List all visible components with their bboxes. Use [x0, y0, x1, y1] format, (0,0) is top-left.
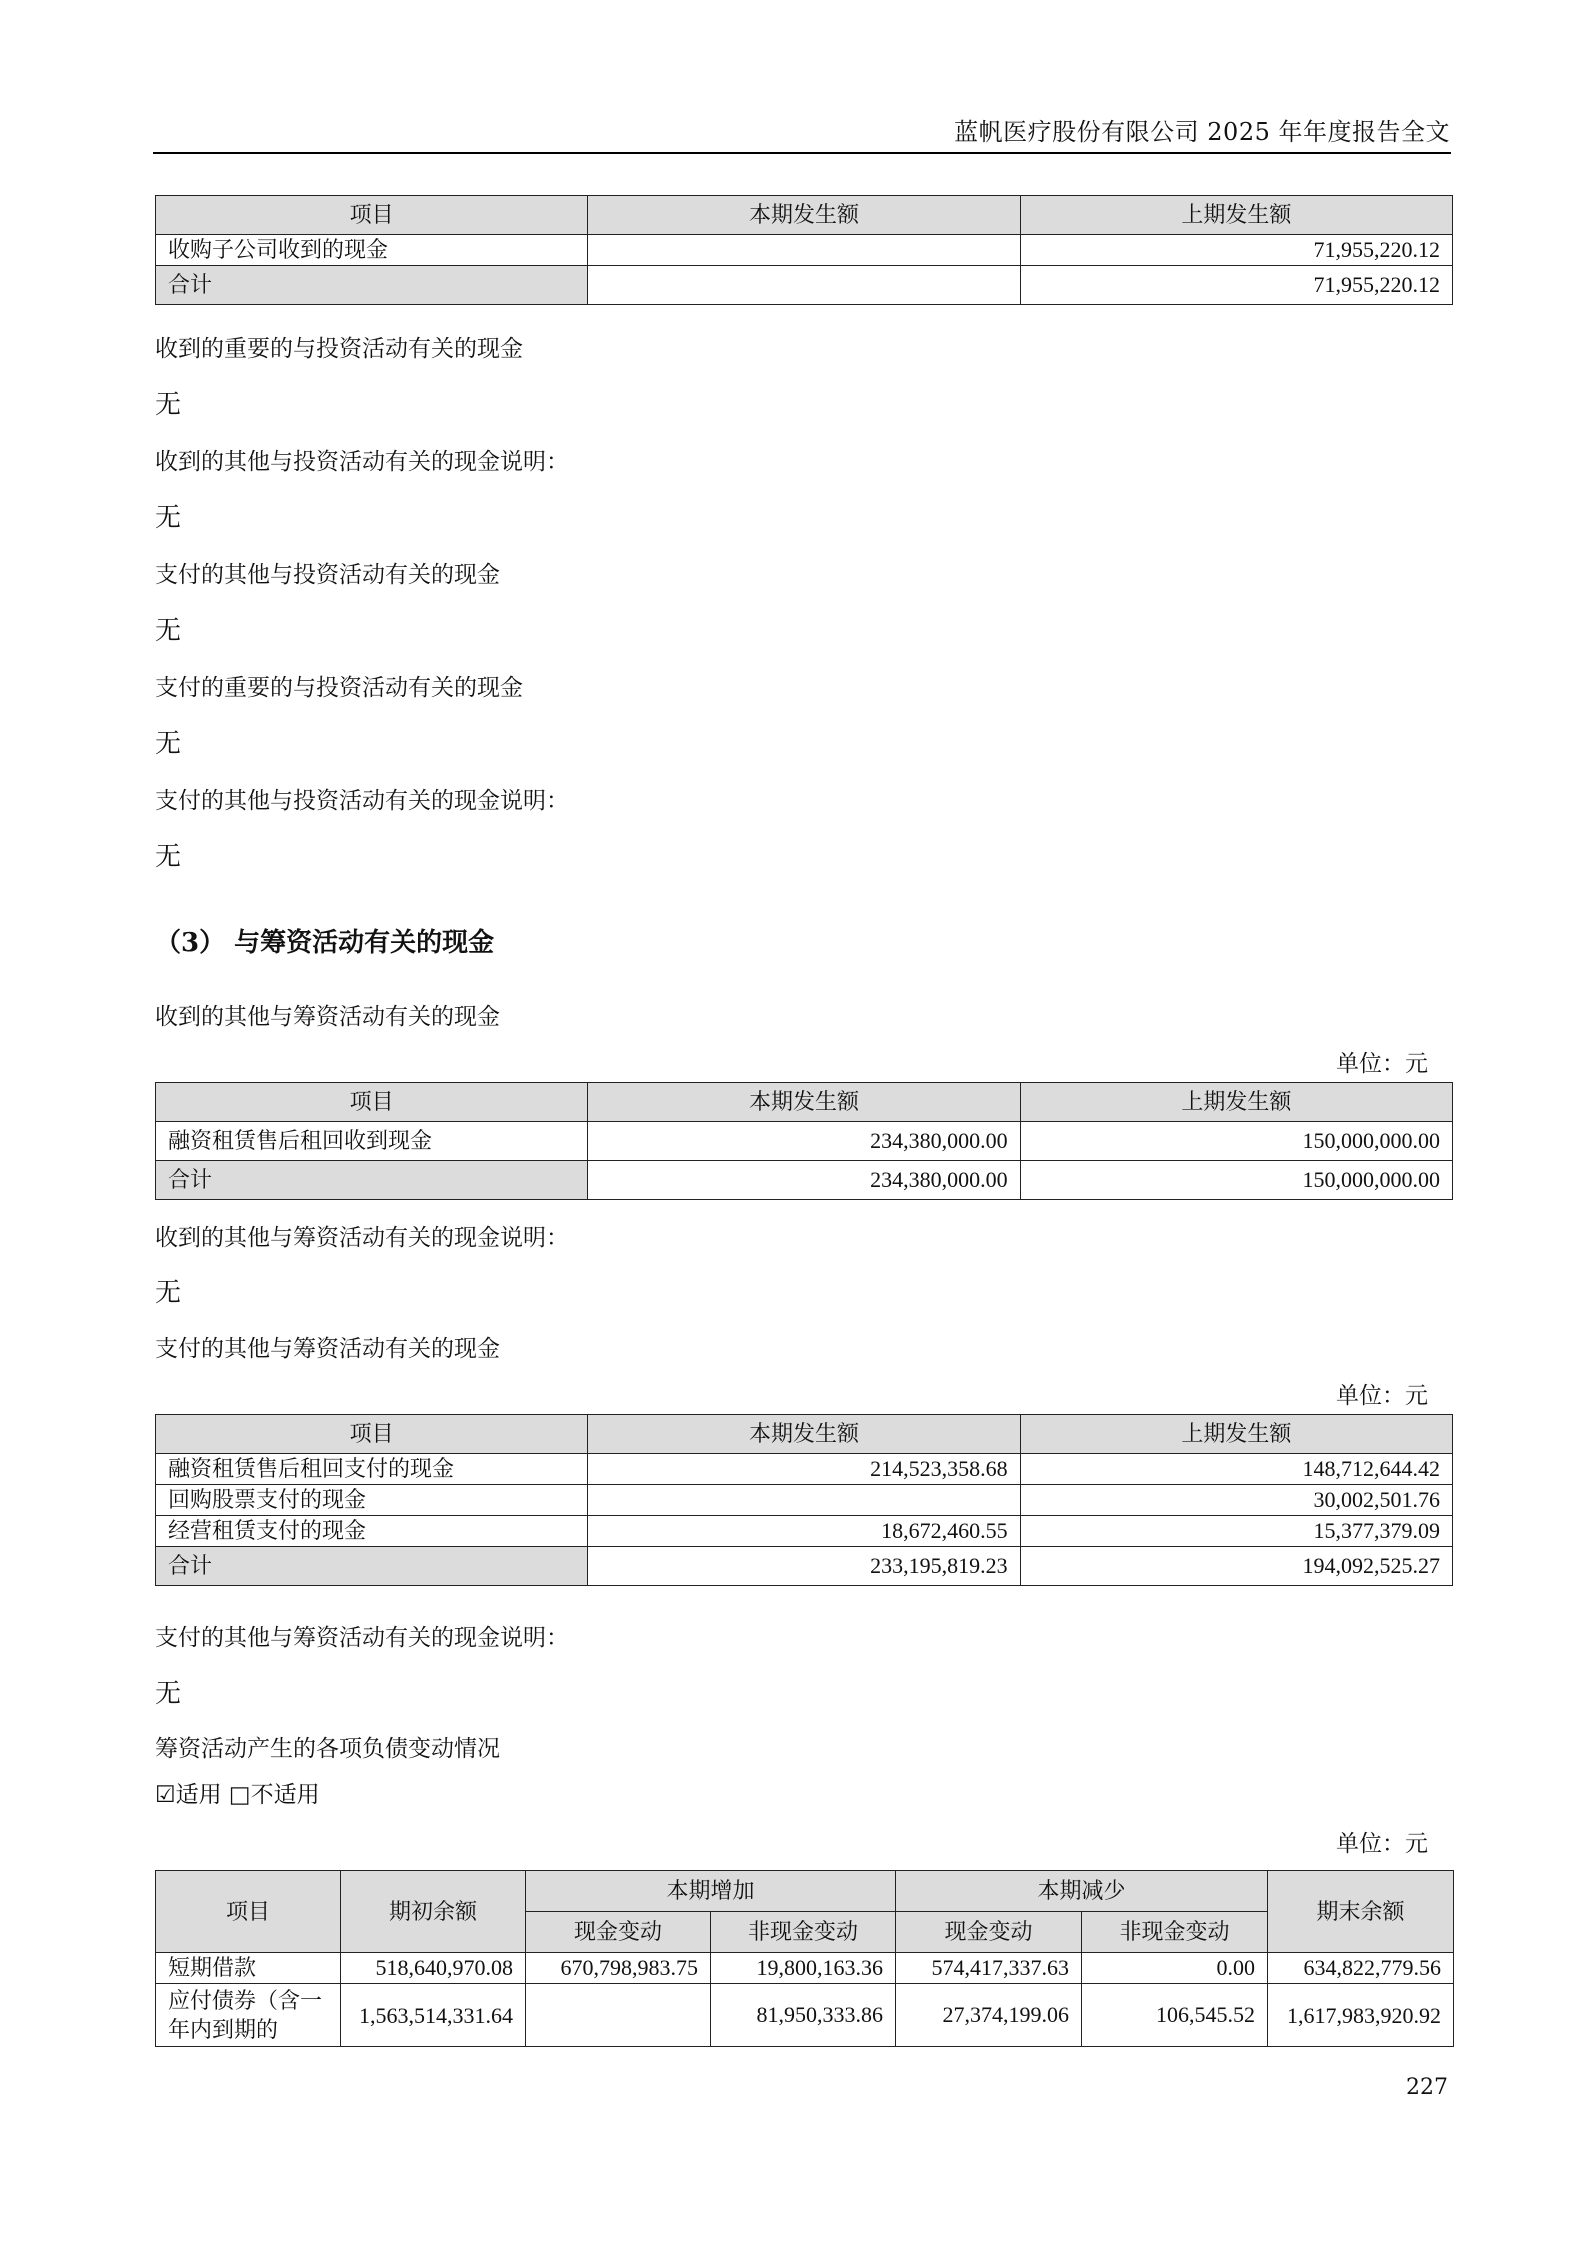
col-header-prior: 上期发生额: [1020, 196, 1452, 235]
unit-label: 单位：元: [1336, 1383, 1428, 1409]
row-item: 合计: [156, 266, 588, 305]
row-dec-noncash: 106,545.52: [1082, 1984, 1268, 2047]
paragraph: 筹资活动产生的各项负债变动情况: [155, 1736, 500, 1762]
col-header-prior: 上期发生额: [1020, 1415, 1452, 1454]
none-text: 无: [155, 1278, 182, 1308]
financing-paid-table: [155, 1414, 1453, 1586]
col-header-dec-noncash: 非现金变动: [1082, 1912, 1268, 1953]
paragraph: 支付的重要的与投资活动有关的现金: [155, 675, 523, 701]
row-prior: 71,955,220.12: [1020, 266, 1452, 305]
paragraph: 支付的其他与筹资活动有关的现金: [155, 1336, 500, 1362]
unit-label: 单位：元: [1336, 1051, 1428, 1077]
row-current: [588, 1485, 1020, 1516]
table-row: [156, 235, 1453, 266]
row-current: 234,380,000.00: [588, 1161, 1020, 1200]
row-opening: 1,563,514,331.64: [341, 1984, 526, 2047]
row-dec-cash: 27,374,199.06: [896, 1984, 1082, 2047]
row-prior: 15,377,379.09: [1020, 1516, 1452, 1547]
table-row: [156, 1984, 1454, 2047]
row-item: 合计: [156, 1547, 588, 1586]
header-divider: [153, 152, 1451, 154]
liability-change-table: [155, 1870, 1454, 2047]
financing-received-table: [155, 1082, 1453, 1200]
row-closing: 1,617,983,920.92: [1268, 1984, 1454, 2047]
row-prior: 30,002,501.76: [1020, 1485, 1452, 1516]
investing-cash-table: [155, 195, 1453, 305]
row-inc-cash: [526, 1984, 711, 2047]
none-text: 无: [155, 616, 182, 646]
table-header-row: [156, 1415, 1453, 1454]
row-item: 短期借款: [156, 1953, 341, 1984]
col-header-item: 项目: [156, 1415, 588, 1454]
table-total-row: [156, 266, 1453, 305]
liability-change-table-block: [155, 1870, 1453, 2047]
none-text: 无: [155, 729, 182, 759]
col-header-current: 本期发生额: [588, 1083, 1020, 1122]
row-prior: 71,955,220.12: [1020, 235, 1452, 266]
applicable-checkbox-line: ☑适用 □不适用: [155, 1782, 320, 1808]
table-row: [156, 1454, 1453, 1485]
table-total-row: [156, 1547, 1453, 1586]
row-prior: 148,712,644.42: [1020, 1454, 1452, 1485]
table-row: [156, 1953, 1454, 1984]
page-number: 227: [1406, 2075, 1448, 2100]
table-header-row: [156, 196, 1453, 235]
row-closing: 634,822,779.56: [1268, 1953, 1454, 1984]
financing-paid-table-block: [155, 1414, 1453, 1586]
table-header-row: [156, 1083, 1453, 1122]
row-prior: 194,092,525.27: [1020, 1547, 1452, 1586]
none-text: 无: [155, 842, 182, 872]
col-header-inc-cash: 现金变动: [526, 1912, 711, 1953]
row-item: 合计: [156, 1161, 588, 1200]
col-header-dec-cash: 现金变动: [896, 1912, 1082, 1953]
row-current: 18,672,460.55: [588, 1516, 1020, 1547]
paragraph: 收到的其他与筹资活动有关的现金: [155, 1004, 500, 1030]
paragraph: 收到的重要的与投资活动有关的现金: [155, 336, 523, 362]
row-dec-noncash: 0.00: [1082, 1953, 1268, 1984]
col-header-opening: 期初余额: [341, 1871, 526, 1953]
none-text: 无: [155, 1679, 182, 1709]
paragraph: 收到的其他与筹资活动有关的现金说明：: [155, 1225, 569, 1251]
none-text: 无: [155, 390, 182, 420]
row-dec-cash: 574,417,337.63: [896, 1953, 1082, 1984]
paragraph: 支付的其他与投资活动有关的现金: [155, 562, 500, 588]
table-row: [156, 1485, 1453, 1516]
col-header-item: 项目: [156, 1871, 341, 1953]
row-item: 融资租赁售后租回支付的现金: [156, 1454, 588, 1485]
row-current: [588, 266, 1020, 305]
row-item: 融资租赁售后租回收到现金: [156, 1122, 588, 1161]
col-header-increase: 本期增加: [526, 1871, 896, 1912]
row-current: 234,380,000.00: [588, 1122, 1020, 1161]
unit-label: 单位：元: [1336, 1831, 1428, 1857]
row-inc-noncash: 81,950,333.86: [711, 1984, 896, 2047]
col-header-inc-noncash: 非现金变动: [711, 1912, 896, 1953]
col-header-item: 项目: [156, 196, 588, 235]
table-row: [156, 1516, 1453, 1547]
section-heading: （3） 与筹资活动有关的现金: [155, 928, 495, 958]
row-item: 经营租赁支付的现金: [156, 1516, 588, 1547]
row-opening: 518,640,970.08: [341, 1953, 526, 1984]
row-current: 233,195,819.23: [588, 1547, 1020, 1586]
col-header-prior: 上期发生额: [1020, 1083, 1452, 1122]
investing-cash-table-block: [155, 195, 1453, 305]
row-item: 应付债券（含一年内到期的: [156, 1984, 341, 2047]
col-header-closing: 期末余额: [1268, 1871, 1454, 1953]
row-inc-cash: 670,798,983.75: [526, 1953, 711, 1984]
row-item: 回购股票支付的现金: [156, 1485, 588, 1516]
financing-received-table-block: [155, 1082, 1453, 1200]
paragraph: 支付的其他与投资活动有关的现金说明：: [155, 788, 569, 814]
row-item: 收购子公司收到的现金: [156, 235, 588, 266]
col-header-current: 本期发生额: [588, 196, 1020, 235]
row-current: 214,523,358.68: [588, 1454, 1020, 1485]
row-prior: 150,000,000.00: [1020, 1122, 1452, 1161]
col-header-current: 本期发生额: [588, 1415, 1020, 1454]
table-row: [156, 1122, 1453, 1161]
row-inc-noncash: 19,800,163.36: [711, 1953, 896, 1984]
report-header-title: 蓝帆医疗股份有限公司 2025 年年度报告全文: [954, 118, 1450, 146]
row-current: [588, 235, 1020, 266]
none-text: 无: [155, 503, 182, 533]
table-total-row: [156, 1161, 1453, 1200]
row-prior: 150,000,000.00: [1020, 1161, 1452, 1200]
col-header-decrease: 本期减少: [896, 1871, 1268, 1912]
paragraph: 收到的其他与投资活动有关的现金说明：: [155, 449, 569, 475]
col-header-item: 项目: [156, 1083, 588, 1122]
paragraph: 支付的其他与筹资活动有关的现金说明：: [155, 1625, 569, 1651]
table-header-row: [156, 1871, 1454, 1912]
